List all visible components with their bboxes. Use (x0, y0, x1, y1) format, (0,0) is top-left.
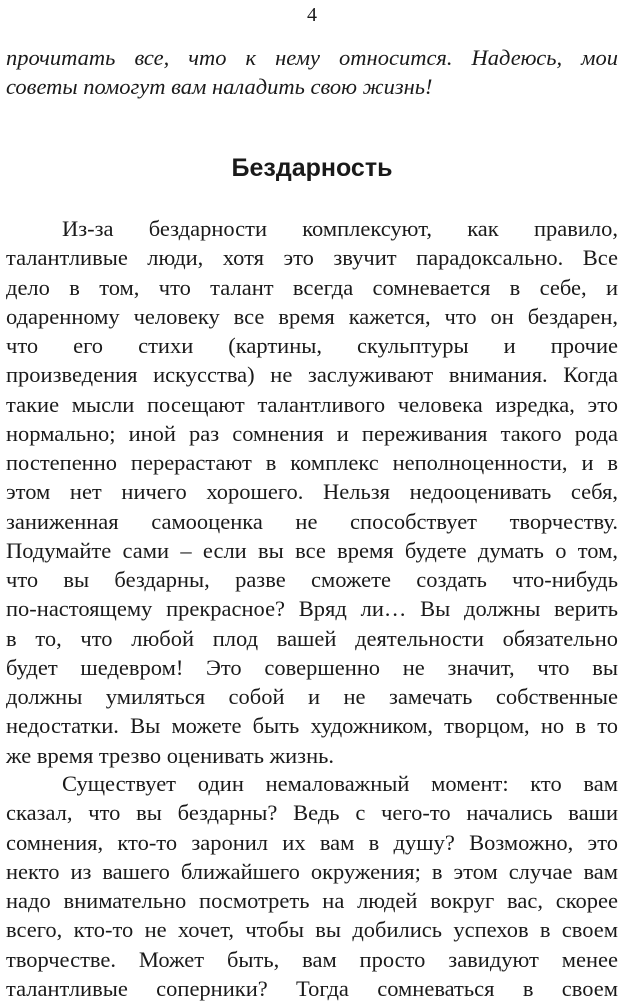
text-line: некто из вашего ближайшего окружения; в этом случае вам (6, 858, 618, 884)
text-line: талантливые люди, хотя это звучит парадоксально. Все (6, 245, 618, 271)
section-heading: Бездарность (231, 154, 393, 182)
text-line: постепенно перерастают в комплекс неполноценности, и в (6, 450, 618, 475)
text-line: одаренному человеку все время кажется, что он бездарен, (6, 303, 618, 329)
text-line: этом нет ничего хорошего. Нельзя недооценивать себя, (6, 479, 618, 505)
text-line: надо внимательно посмотреть на людей вокруг вас, скорее (6, 888, 618, 913)
text-line: талантливые соперники? Тогда сомневаться в своем (6, 975, 618, 1001)
text-line: будет шедевром! Это совершенно не значит, что вы (6, 654, 618, 680)
text-line: Из-за бездарности комплексуют, как правило, (62, 216, 618, 241)
text-line: же время трезво оценивать жизнь. (6, 742, 334, 768)
page-number: 4 (307, 4, 317, 26)
text-line: заниженная самооценка не способствует творчеству. (6, 508, 618, 534)
text-line: прочитать все, что к нему относится. Надеюсь, мои (6, 45, 618, 70)
text-line: произведения искусства) не заслуживают внимания. Когда (6, 362, 618, 388)
text-line: недостатки. Вы можете быть художником, творцом, но в то (6, 713, 618, 739)
paragraph-2 (6, 769, 618, 1003)
text-line: такие мысли посещают талантливого человека изредка, это (6, 391, 618, 417)
text-line: по-настоящему прекрасное? Вряд ли… Вы должны верить (6, 596, 618, 622)
text-line: сказал, что вы бездарны? Ведь с чего-то начались ваши (6, 800, 618, 826)
intro-text (6, 43, 618, 102)
text-line: советы помогут вам наладить свою жизнь! (6, 74, 433, 100)
text-line: сомнения, кто-то заронил их вам в душу? Возможно, это (6, 829, 618, 855)
text-line: должны умиляться собой и не замечать собственные (6, 684, 618, 709)
paragraph-1 (6, 214, 618, 770)
text-line: что его стихи (картины, скульптуры и прочие (6, 333, 618, 358)
text-line: дело в том, что талант всегда сомневается в себе, и (6, 274, 618, 300)
text-line: всего, кто-то не хочет, чтобы вы добились успехов в своем (6, 917, 618, 943)
text-line: творчестве. Может быть, вам просто завидуют менее (6, 946, 618, 972)
text-line: в то, что любой плод вашей деятельности обязательно (6, 625, 618, 651)
text-line: нормально; иной раз сомнения и переживания такого рода (6, 420, 618, 446)
text-line: что вы бездарны, разве сможете создать что-нибудь (6, 567, 618, 592)
text-line: Существует один немаловажный момент: кто вам (62, 771, 618, 796)
text-line: Подумайте сами – если вы все время будете думать о том, (6, 537, 618, 563)
